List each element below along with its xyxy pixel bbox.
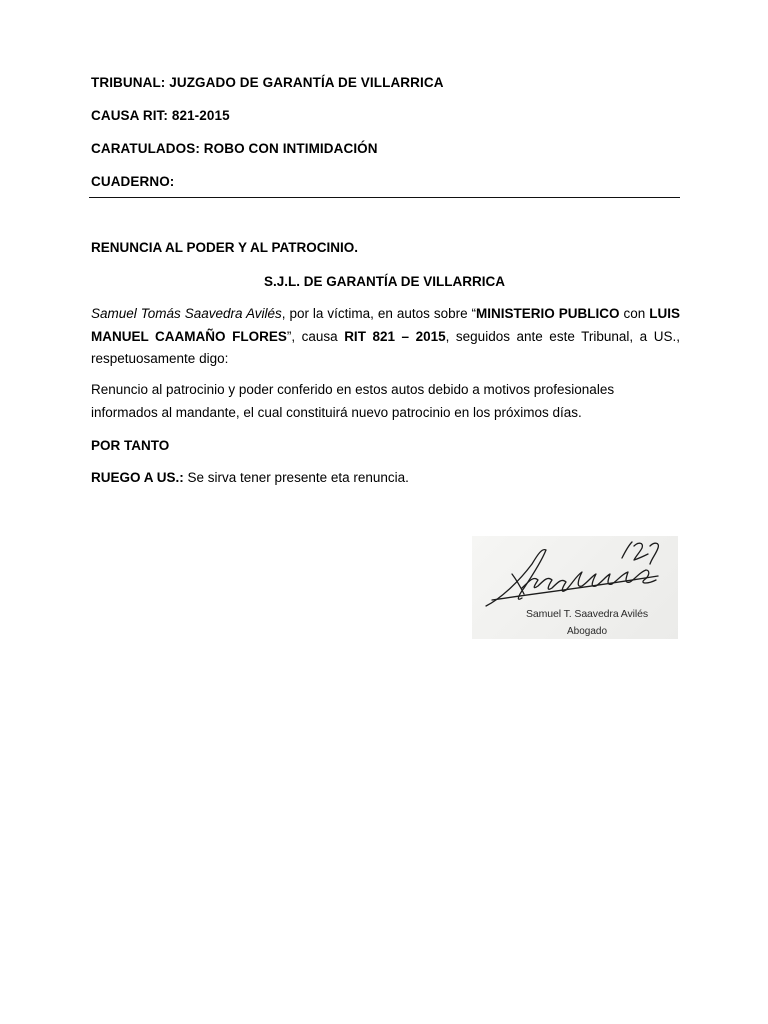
lawyer-name: Samuel Tomás Saavedra Avilés xyxy=(91,306,282,321)
caratulados-line: CARATULADOS: ROBO CON INTIMIDACIÓN xyxy=(91,141,378,156)
tribunal-line: TRIBUNAL: JUZGADO DE GARANTÍA DE VILLARRICA xyxy=(91,75,444,90)
causa-line: CAUSA RIT: 821-2015 xyxy=(91,108,230,123)
renuncia-paragraph: Renuncio al patrocinio y poder conferido en estos autos debido a motivos profesionales informados al mandante, el cual constituirá nuevo patrocinio en los próximos días. xyxy=(91,382,615,420)
intro-paragraph: Samuel Tomás Saavedra Avilés, por la víctima, en autos sobre “MINISTERIO PUBLICO con LUIS MANUEL CAAMAÑO FLORES”, causa RIT 821 – 2015, seguidos ante este Tribunal, a US., respetuosamente digo: xyxy=(91,306,680,366)
cuaderno-line: CUADERNO: xyxy=(91,174,175,189)
signature-block xyxy=(472,536,678,639)
signature-name: Samuel T. Saavedra Avilés xyxy=(526,608,649,620)
party-defendant: LUIS MANUEL CAAMAÑO FLORES xyxy=(91,306,680,344)
signature-role: Abogado xyxy=(567,626,608,637)
ruego-text: Se sirva tener presente eta renuncia. xyxy=(183,470,409,485)
ruego-line xyxy=(91,467,680,490)
por-tanto-line: POR TANTO xyxy=(91,438,170,453)
document-title: RENUNCIA AL PODER Y AL PATROCINIO. xyxy=(91,240,359,255)
ruego-label: RUEGO A US.: xyxy=(91,470,184,485)
case-rit: RIT 821 – 2015 xyxy=(344,328,446,344)
header-divider xyxy=(89,197,680,198)
handwritten-signature xyxy=(472,536,678,639)
addressee-line: S.J.L. DE GARANTÍA DE VILLARRICA xyxy=(263,274,505,289)
party-ministerio: MINISTERIO PUBLICO xyxy=(476,306,620,321)
